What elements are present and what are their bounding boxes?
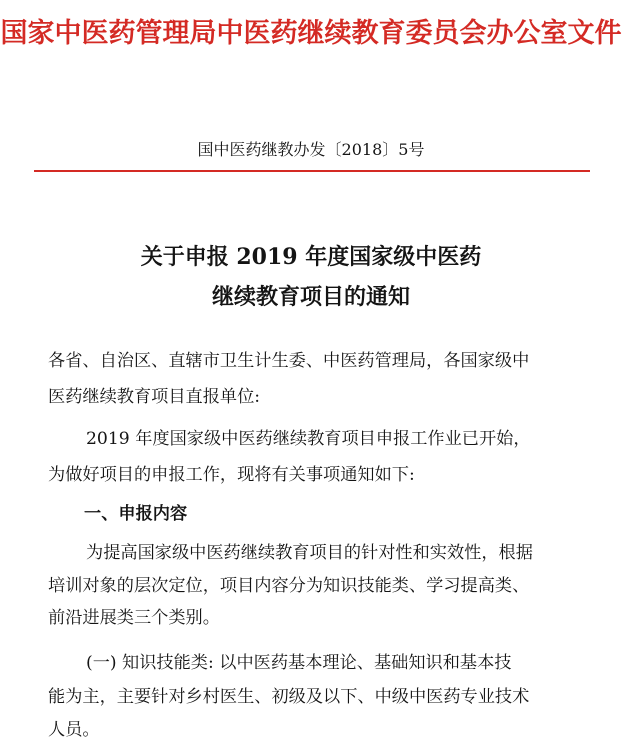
addressee-line-2: 医药继续教育项目直报单位: xyxy=(48,387,261,407)
document-number: 国中医药继教办发〔2018〕5号 xyxy=(197,140,425,159)
paragraph-intro-line-2: 为做好项目的申报工作，现将有关事项通知如下: xyxy=(48,465,415,485)
notice-title-line-2: 继续教育项目的通知 xyxy=(211,284,410,310)
issuer-header-title: 国家中医药管理局中医药继续教育委员会办公室文件 xyxy=(0,18,622,49)
paragraph-content-line-2: 培训对象的层次定位，项目内容分为知识技能类、学习提高类、 xyxy=(48,576,530,596)
knowledge-skills-line-3: 人员。 xyxy=(48,720,100,740)
knowledge-skills-line-1: (一) 知识技能类: 以中医药基本理论、基础知识和基本技 xyxy=(86,653,512,673)
addressee-line-1: 各省、自治区、直辖市卫生计生委、中医药管理局，各国家级中 xyxy=(48,351,530,371)
paragraph-intro-line-1: 2019 年度国家级中医药继续教育项目申报工作业已开始， xyxy=(86,429,531,449)
section-heading-apply-content: 一、申报内容 xyxy=(84,504,188,524)
paragraph-content-line-1: 为提高国家级中医药继续教育项目的针对性和实效性，根据 xyxy=(86,543,533,563)
red-divider-line xyxy=(34,170,590,172)
paragraph-content-line-3: 前沿进展类三个类别。 xyxy=(48,608,220,628)
knowledge-skills-line-2: 能为主，主要针对乡村医生、初级及以下、中级中医药专业技术 xyxy=(48,687,530,707)
notice-title-line-1: 关于申报 2019 年度国家级中医药 xyxy=(140,244,482,270)
